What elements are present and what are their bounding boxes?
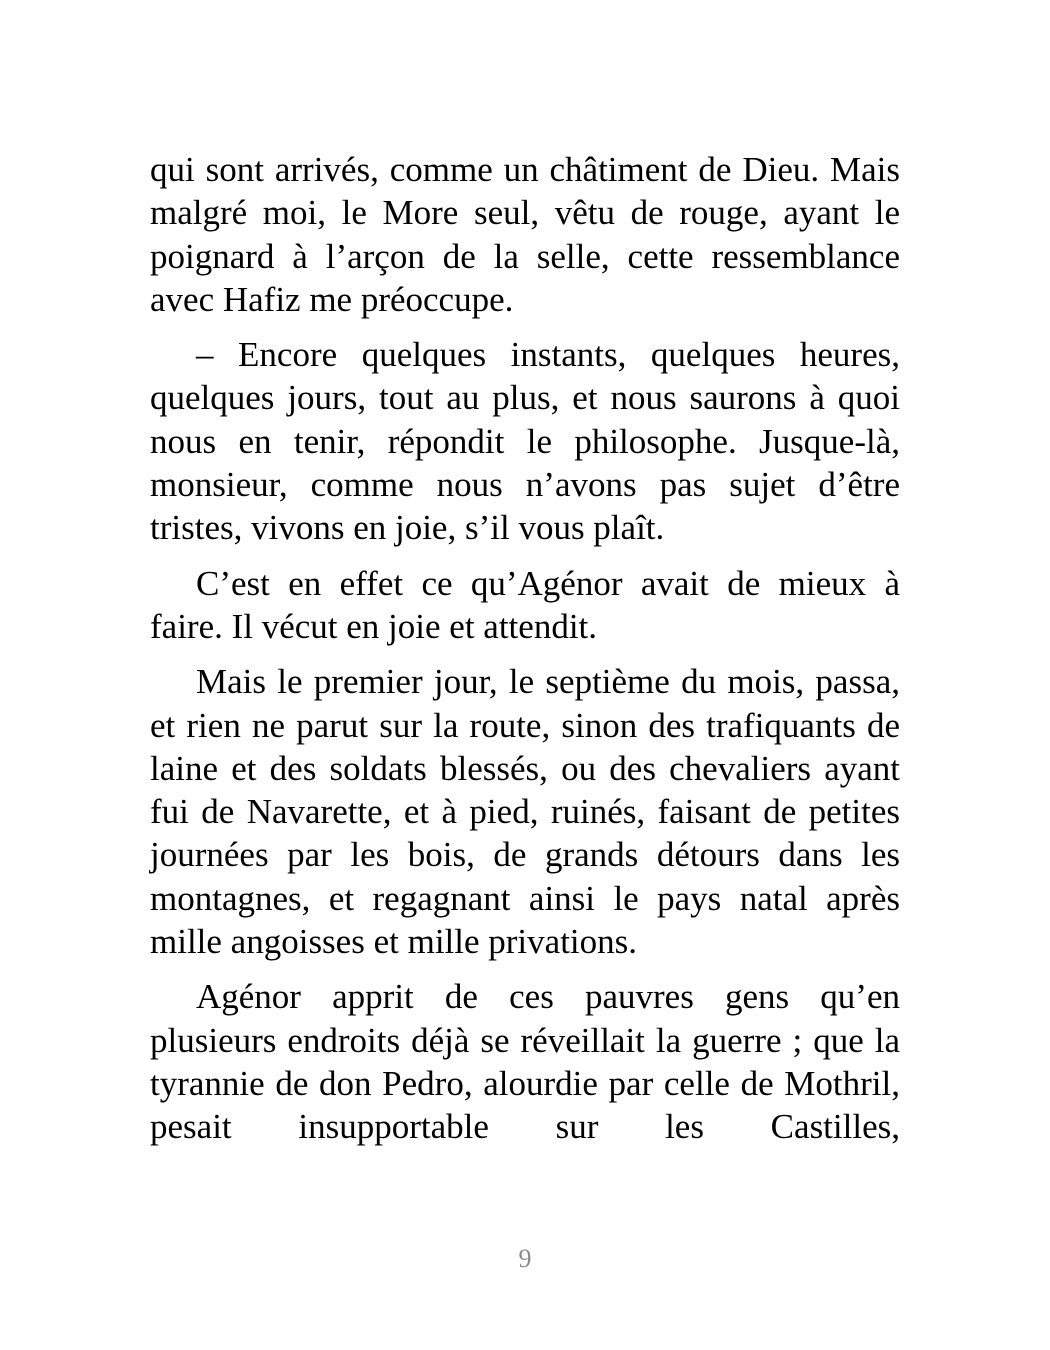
paragraph-continuation: qui sont arrivés, comme un châtiment de Dieu. Mais malgré moi, le More seul, vêtu de rouge, ayant le poignard à l’arçon de la selle, cette ressemblance avec Hafiz me préoccupe. <box>150 150 900 319</box>
paragraph: C’est en effet ce qu’Agénor avait de mieux à faire. Il vécut en joie et attendit. <box>150 563 900 646</box>
paragraph-dialogue: – Encore quelques instants, quelques heures, quelques jours, tout au plus, et nous saurons à quoi nous en tenir, répondit le philosophe. Jusque-là, monsieur, comme nous n’avons pas sujet d’être tristes, vivons en joie, s’il vous plaît. <box>150 335 900 548</box>
paragraph-continues-next-page: Agénor apprit de ces pauvres gens qu’en plusieurs endroits déjà se réveillait la guerre ; que la tyrannie de don Pedro, alourdie par celle de Mothril, pesait insupportable sur les Castilles, <box>150 977 900 1147</box>
page-number: 9 <box>518 1244 532 1273</box>
paragraph: Mais le premier jour, le septième du mois, passa, et rien ne parut sur la route, sinon des trafiquants de laine et des soldats blessés, ou des chevaliers ayant fui de Navarette, et à pied, ruinés, faisant de petites journées par les bois, de grands détours dans les montagnes, et regagnant ainsi le pays natal après mille angoisses et mille privations. <box>150 662 900 962</box>
page-body <box>150 148 900 1161</box>
